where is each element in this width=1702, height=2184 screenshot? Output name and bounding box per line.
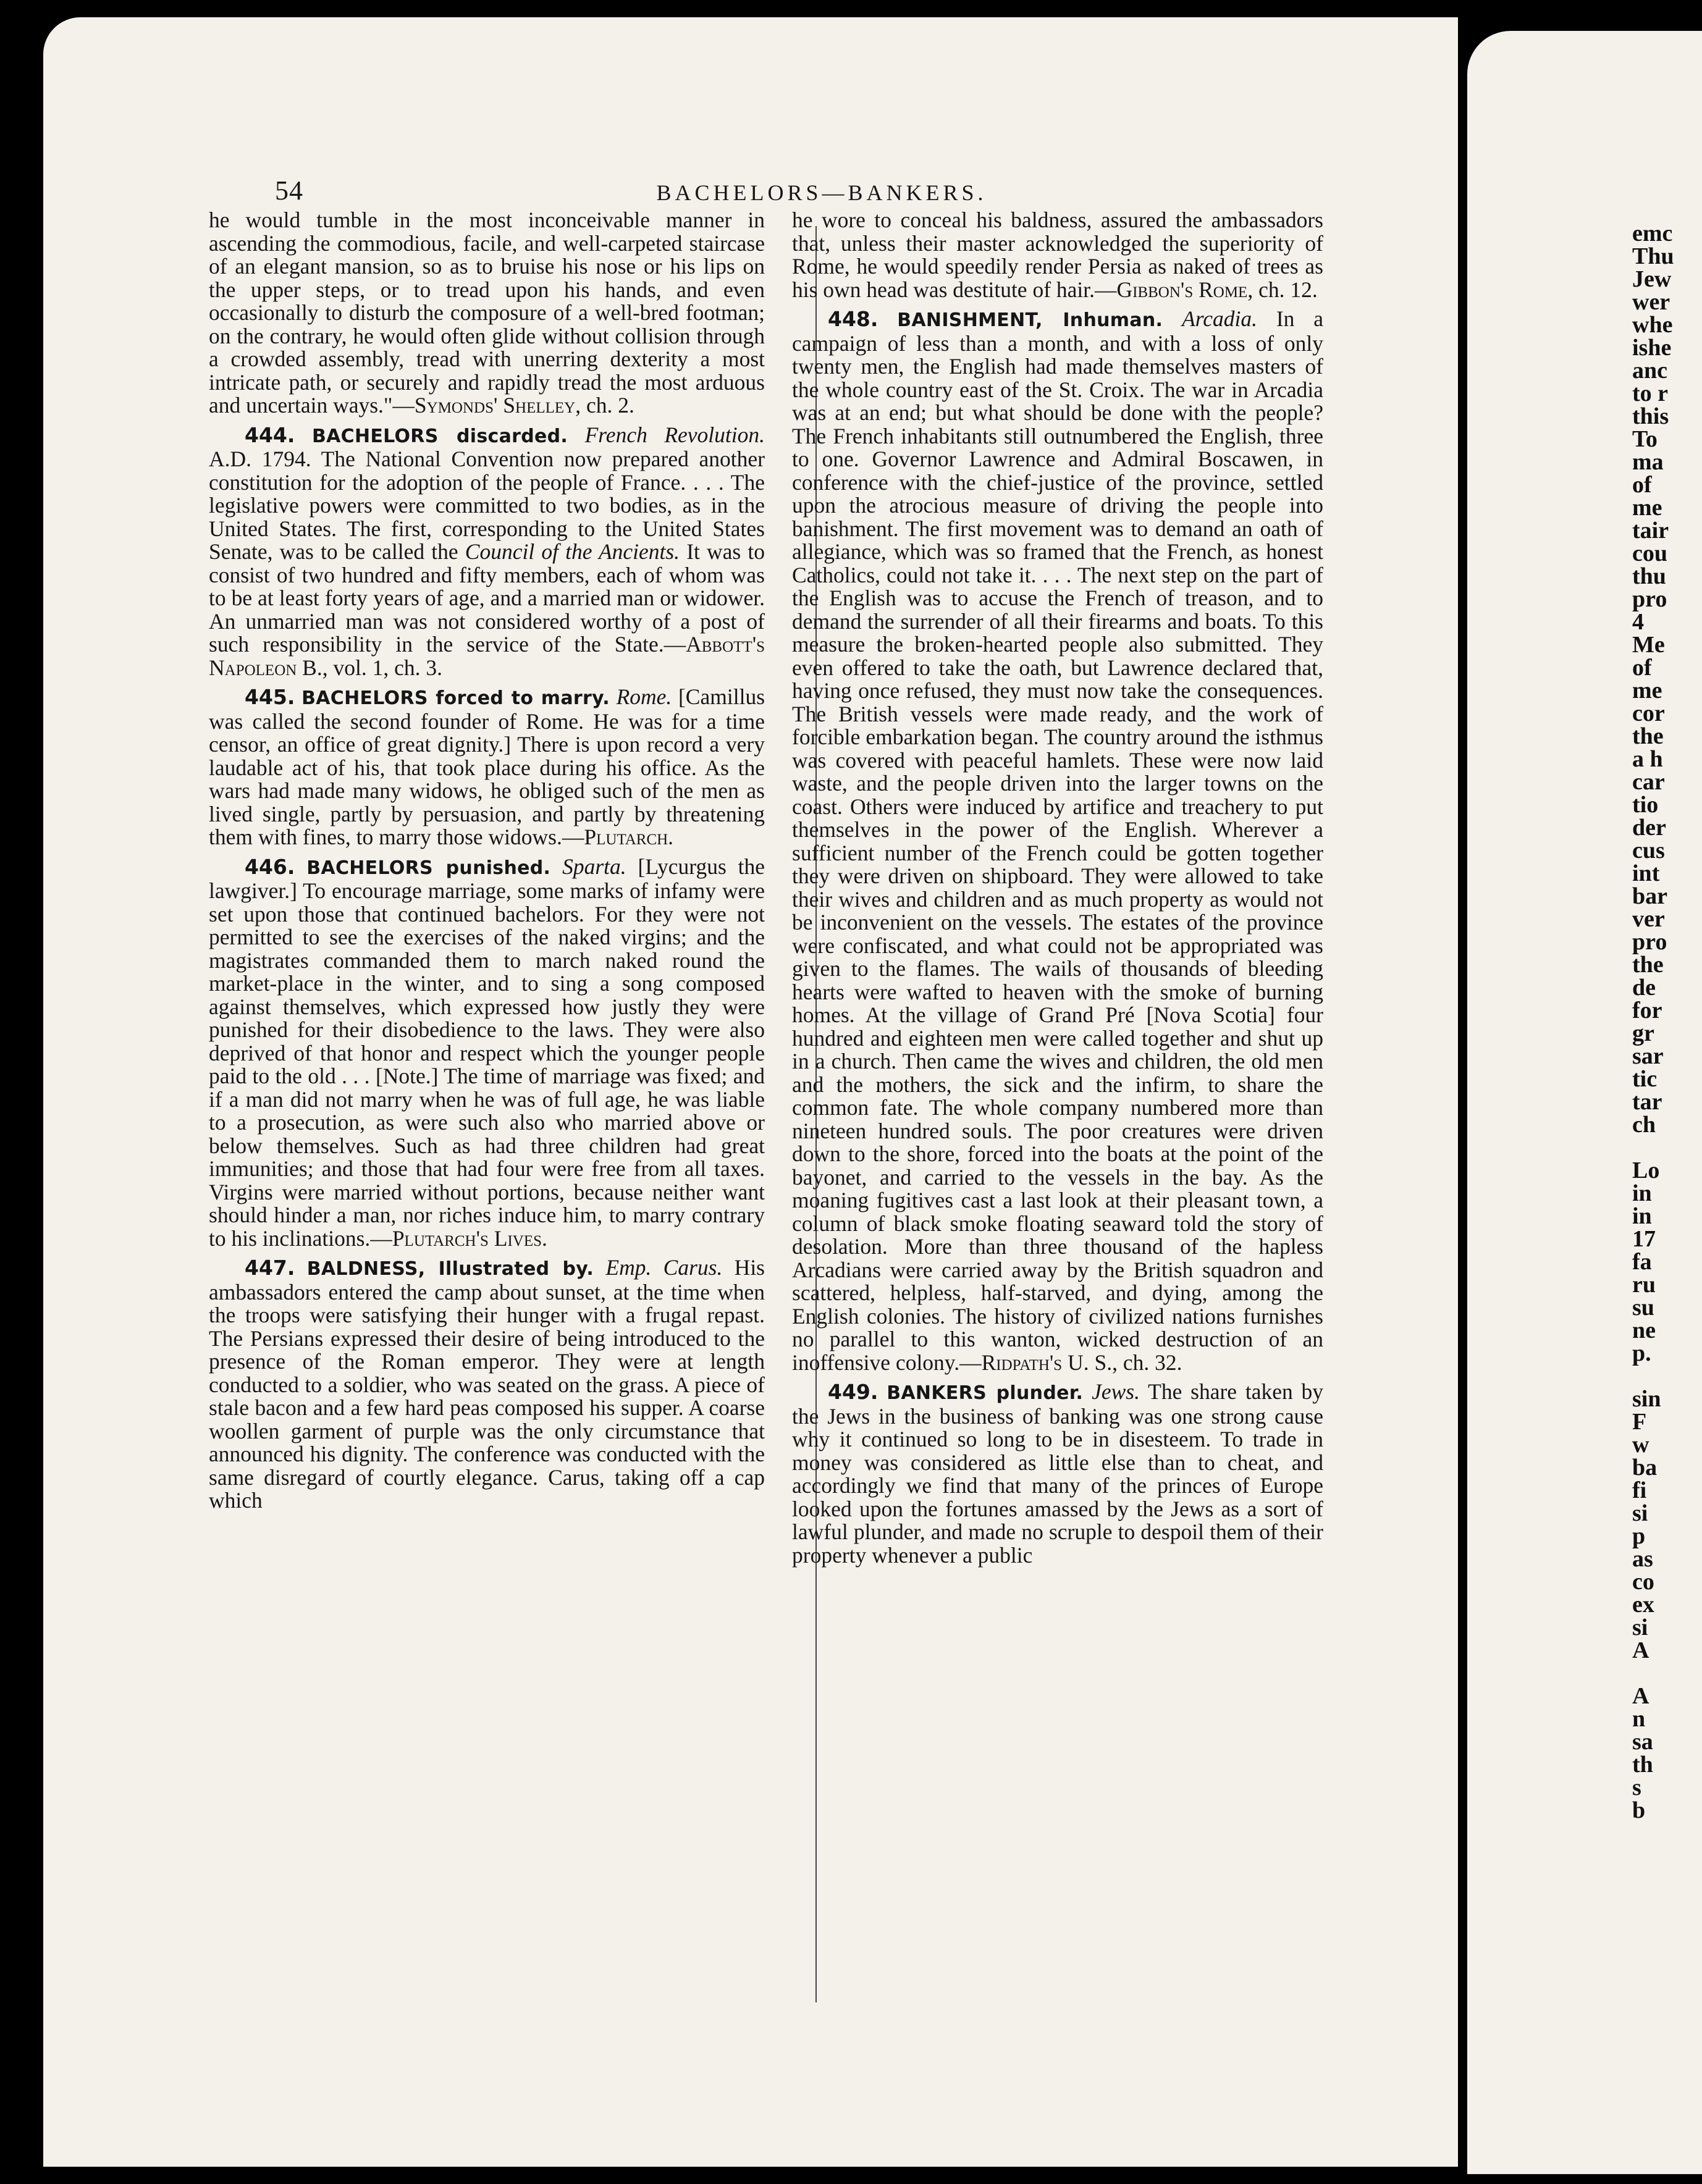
adjacent-fragment: in — [1632, 1180, 1652, 1206]
adjacent-fragment: p. — [1632, 1340, 1651, 1366]
adjacent-fragment: n — [1632, 1706, 1646, 1732]
entry-number: 449. — [828, 1380, 878, 1404]
adjacent-fragment: 17 — [1632, 1226, 1656, 1252]
page-number: 54 — [275, 175, 303, 206]
adjacent-fragment: wer — [1632, 289, 1670, 315]
entry-heading: BALDNESS, Illustrated by. — [306, 1258, 594, 1280]
adjacent-fragment: int — [1632, 860, 1660, 886]
entry-subject: Sparta. — [562, 854, 626, 879]
entry-source: Plutarch's Lives. — [392, 1225, 547, 1251]
adjacent-fragment: bar — [1632, 883, 1667, 909]
adjacent-fragment: der — [1632, 815, 1666, 841]
adjacent-fragment: ishe — [1632, 335, 1672, 361]
entry-heading: BACHELORS forced to marry. — [301, 687, 610, 709]
adjacent-fragment: si — [1632, 1615, 1648, 1640]
adjacent-fragment: ma — [1632, 449, 1664, 475]
entry-number: 444. — [245, 422, 295, 447]
adjacent-fragment: ch — [1632, 1112, 1656, 1138]
entry-subject: Rome. — [616, 684, 672, 709]
entry-heading: BACHELORS punished. — [306, 857, 551, 879]
adjacent-fragment: tar — [1632, 1089, 1662, 1115]
adjacent-fragment: tio — [1632, 792, 1659, 818]
adjacent-fragment: b — [1632, 1797, 1646, 1823]
adjacent-fragment — [1632, 1365, 1675, 1388]
adjacent-fragment: sa — [1632, 1729, 1653, 1755]
adjacent-fragment: a h — [1632, 746, 1663, 772]
adjacent-fragment: fi — [1632, 1477, 1647, 1503]
adjacent-fragment: To — [1632, 426, 1658, 452]
entry-subject: Arcadia. — [1182, 306, 1258, 331]
adjacent-fragment: of — [1632, 655, 1652, 681]
adjacent-fragment: tic — [1632, 1066, 1658, 1092]
adjacent-fragment: anc — [1632, 358, 1667, 384]
entry-source: Ridpath's U. S. — [981, 1350, 1113, 1375]
adjacent-fragment: of — [1632, 472, 1652, 498]
adjacent-fragment: the — [1632, 952, 1664, 978]
adjacent-fragment: the — [1632, 723, 1664, 749]
adjacent-page-text — [1632, 220, 1675, 1823]
adjacent-fragment: de — [1632, 975, 1656, 1001]
adjacent-fragment: pro — [1632, 586, 1667, 612]
adjacent-fragment: w — [1632, 1432, 1649, 1458]
adjacent-fragment: ver — [1632, 906, 1665, 932]
adjacent-fragment: tair — [1632, 518, 1669, 544]
adjacent-fragment: th — [1632, 1752, 1653, 1778]
entry-444: 444. BACHELORS discarded. French Revolution. A.D. 1794. The National Convention now prepared another constitution for the adoption of the people of France. . . . The legislative powers were committed to two bodies, as in the United States. The first, corresponding to the United States Senate, was to be called the Council of the Ancients. It was to consist of two hundred and fifty members, each of whom was to be at least forty years of age, and a married man or widower. An unmarried man was not considered worthy of a post of such responsibility in the service of the State.—Abbott's Napoleon B., vol. 1, ch. 3. — [209, 422, 765, 680]
adjacent-fragment: this — [1632, 403, 1669, 429]
adjacent-fragment: gr — [1632, 1020, 1654, 1046]
entry-subject: French Revolution. — [584, 422, 765, 447]
entry-446: 446. BACHELORS punished. Sparta. [Lycurgus the lawgiver.] To encourage marriage, some marks of infamy were set upon those that continued bachelors. For they were not permitted to see the exercises of the naked virgins; and the magistrates commanded them to march naked round the market-place in the winter, and to sing a song composed against themselves, which expressed how justly they were punished for their disobedience to the laws. They were also deprived of that honor and respect which the younger people paid to the old . . . [Note.] The time of marriage was fixed; and if a man did not marry when he was of full age, he was liable to a prosecution, as were such also who married above or below themselves. Such as had three children had great immunities; and those that had four were free from all taxes. Virgins were married without portions, because neither want should hinder a man, nor riches induce him, to marry contrary to his inclinations.—Plutarch's Lives. — [209, 854, 765, 1251]
adjacent-fragment: in — [1632, 1203, 1652, 1229]
adjacent-fragment: cus — [1632, 838, 1665, 863]
adjacent-fragment: 4 — [1632, 609, 1644, 635]
adjacent-fragment: car — [1632, 769, 1665, 795]
adjacent-fragment: Me — [1632, 632, 1665, 658]
adjacent-fragment: co — [1632, 1569, 1654, 1595]
adjacent-fragment: me — [1632, 495, 1662, 521]
continuation-text: he wore to conceal his baldness, assured the ambassadors that, unless their master acknowledged the superiority of Rome, he would speedily render Persia as naked of trees as his own head was destitute of hair.—Gibbon's Rome, ch. 12. — [792, 208, 1323, 302]
adjacent-fragment: Lo — [1632, 1157, 1660, 1183]
adjacent-fragment: for — [1632, 998, 1662, 1023]
entry-number: 445. — [245, 685, 295, 709]
entry-source: Abbott's Napoleon B. — [209, 632, 765, 680]
running-head: BACHELORS—BANKERS. — [656, 180, 987, 205]
adjacent-fragment: A — [1632, 1637, 1649, 1663]
adjacent-fragment: ne — [1632, 1317, 1656, 1343]
adjacent-fragment: sar — [1632, 1043, 1664, 1069]
entry-445: 445. BACHELORS forced to marry. Rome. [Camillus was called the second founder of Rome. He was for a time censor, an office of great dignity.] There is upon record a very laudable act of his, that took place during his office. As the wars had made many widows, he obliged such of the men as lived single, partly by persuasion, and partly by threatening them with fines, to marry those widows.—Plutarch. — [209, 684, 765, 849]
adjacent-fragment: ba — [1632, 1455, 1658, 1480]
right-column — [792, 209, 1323, 1573]
adjacent-fragment: as — [1632, 1546, 1653, 1572]
entry-heading: BANISHMENT, Inhuman. — [897, 309, 1163, 331]
adjacent-fragment: A — [1632, 1683, 1649, 1709]
adjacent-fragment — [1632, 1662, 1675, 1685]
adjacent-fragment: Jew — [1632, 266, 1672, 292]
entry-number: 446. — [245, 854, 295, 879]
adjacent-fragment: Thu — [1632, 243, 1674, 269]
adjacent-fragment: fa — [1632, 1249, 1652, 1275]
adjacent-fragment: F — [1632, 1409, 1647, 1435]
adjacent-fragment: thu — [1632, 563, 1666, 589]
entry-heading: BANKERS plunder. — [887, 1382, 1084, 1404]
adjacent-fragment: sin — [1632, 1386, 1661, 1412]
adjacent-fragment: si — [1632, 1500, 1648, 1526]
adjacent-fragment: cou — [1632, 540, 1667, 566]
adjacent-fragment — [1632, 1136, 1675, 1159]
adjacent-fragment: ex — [1632, 1592, 1654, 1618]
adjacent-fragment: cor — [1632, 700, 1665, 726]
adjacent-fragment: s — [1632, 1774, 1641, 1800]
left-column — [209, 209, 765, 1519]
entry-448: 448. BANISHMENT, Inhuman. Arcadia. In a campaign of less than a month, and with a loss of only twenty men, the English had made themselves masters of the whole country east of the St. Croix. The war in Arcadia was at an end; but what should be done with the people? The French inhabitants still outnumbered the English, three to one. Governor Lawrence and Admiral Boscawen, in conference with the chief-justice of the province, settled upon the atrocious measure of driving the people into banishment. The first movement was to demand an oath of allegiance, which was so framed that the French, as honest Catholics, could not take it. . . . The next step on the part of the English was to accuse the French of treason, and to demand the surrender of all their firearms and boats. To this measure the broken-hearted people also submitted. They even offered to take the oath, but Lawrence declared that, having once refused, they must now take the consequences. The British vessels were made ready, and the work of forcible embarkation began. The country around the isthmus was covered with peaceful hamlets. These were now laid waste, and the people driven into the larger towns on the coast. Others were induced by artifice and treachery to put themselves in the power of the English. Wherever a sufficient number of the French could be gotten together they were driven on shipboard. They were allowed to take their wives and children and as much property as would not be inconvenient on the vessels. The estates of the province were confiscated, and what could not be appropriated was given to the flames. The wails of thousands of bleeding hearts were wafted to heaven with the smoke of burning homes. At the village of Grand Pré [Nova Scotia] four hundred and eighteen men were called together and shut up in a church. Then came the wives and children, the old men and the mothers, the sick and the infirm, to share the common fate. The whole company numbered more than nineteen hundred souls. The poor creatures were driven down to the shore, forced into the boats at the point of the bayonet, and carried to the vessels in the bay. As the moaning fugitives cast a last look at their pleasant town, a column of black smoke floating seaward told the story of desolation. More than three thousand of the hapless Arcadians were carried away by the British squadron and scattered, helpless, half-starved, and dying, among the English colonies. The history of civilized nations furnishes no parallel to this wanton, wicked destruction of an inoffensive colony.—Ridpath's U. S., ch. 32. — [792, 306, 1323, 1375]
entry-number: 448. — [828, 307, 878, 331]
adjacent-fragment: su — [1632, 1295, 1654, 1321]
adjacent-fragment: p — [1632, 1523, 1646, 1549]
adjacent-fragment: pro — [1632, 929, 1667, 955]
adjacent-fragment: whe — [1632, 312, 1673, 338]
continuation-text: he would tumble in the most inconceivable manner in ascending the commodious, facile, and well-carpeted staircase of an elegant mansion, so as to bruise his nose or his lips on the upper steps, or to tread upon his hands, and even occasionally to disturb the composure of a well-bred footman; on the contrary, he would often glide without collision through a crowded assembly, tread with unerring dexterity a most intricate path, or securely and rapidly tread the most arduous and uncertain ways."—Symonds' Shelley, ch. 2. — [209, 208, 765, 418]
entry-heading: BACHELORS discarded. — [311, 425, 568, 447]
entry-449: 449. BANKERS plunder. Jews. The share taken by the Jews in the business of banking was one strong cause why it continued so long to be in disesteem. To trade in money was considered as little else than to cheat, and accordingly we find that many of the princes of Europe looked upon the fortunes amassed by the Jews as a sort of lawful plunder, and made no scruple to despoil them of their property whenever a public — [792, 1379, 1324, 1568]
adjacent-fragment: emc — [1632, 220, 1673, 246]
entry-source: Plutarch. — [584, 825, 674, 849]
entry-447: 447. BALDNESS, Illustrated by. Emp. Carus. His ambassadors entered the camp about sunset, at the time when the troops were satisfying their hunger with a frugal repast. The Persians expressed their desire of being introduced to the presence of the Roman emperor. They were at length conducted to a soldier, who was seated on the grass. A piece of stale bacon and a few hard peas composed his supper. A coarse woollen garment of purple was the only circumstance that announced his dignity. The conference was conducted with the same disregard of courtly elegance. Carus, taking off a cap which — [209, 1255, 765, 1513]
entry-subject: Emp. Carus. — [605, 1255, 723, 1280]
entry-subject: Jews. — [1092, 1379, 1140, 1404]
adjacent-fragment: ru — [1632, 1272, 1656, 1298]
entry-number: 447. — [245, 1256, 295, 1280]
adjacent-fragment: to r — [1632, 380, 1669, 406]
adjacent-fragment: me — [1632, 678, 1662, 704]
